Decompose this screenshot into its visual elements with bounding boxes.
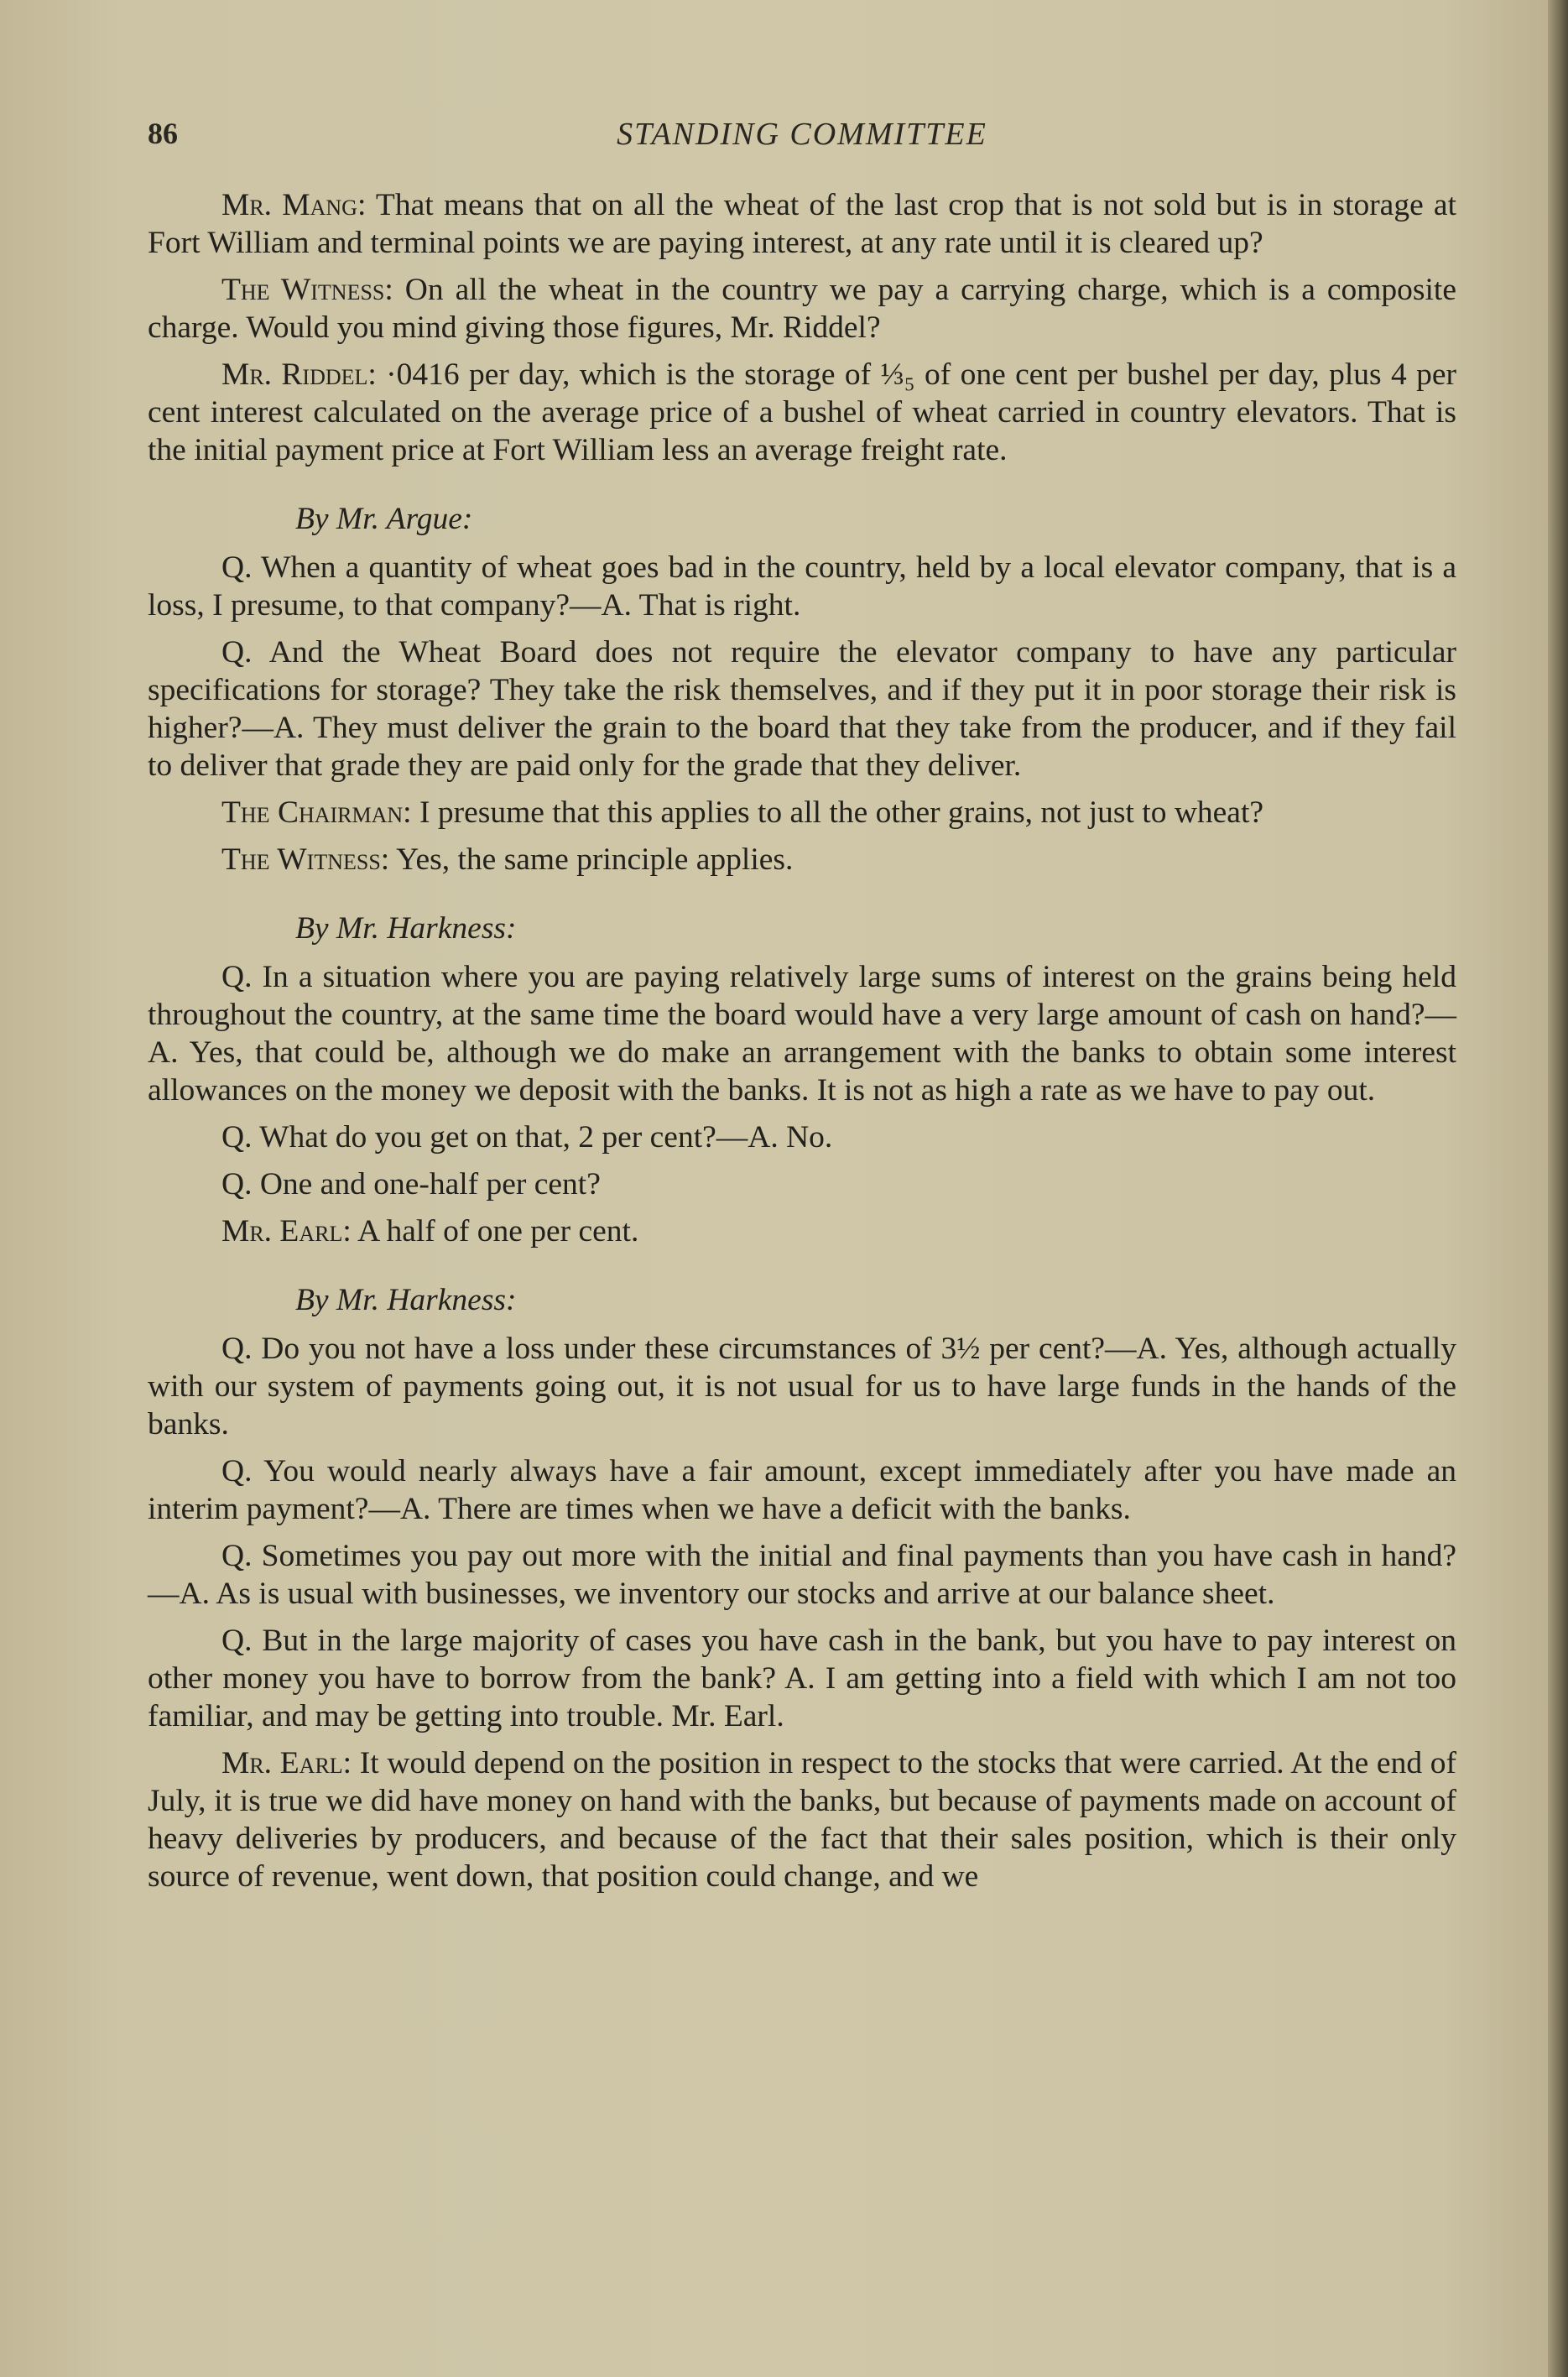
speaker-label: The Chairman: <box>221 795 412 830</box>
paragraph <box>148 186 1456 262</box>
paragraph: Q. You would nearly always have a fair amount, except immediately after you have made an interim payment?—A. There are times when we have a deficit with the banks. <box>148 1454 1456 1526</box>
paragraph-text: That means that on all the wheat of the last crop that is not sold but is in storage at Fort William and terminal points we are paying interest, at any rate until it is cleared up? <box>148 188 1456 260</box>
paragraph <box>148 841 1456 878</box>
paragraph-text: I presume that this applies to all the other grains, not just to wheat? <box>411 795 1264 830</box>
section-heading: By Mr. Harkness: <box>295 911 517 946</box>
body-text <box>148 186 1456 1905</box>
paragraph: Q. What do you get on that, 2 per cent?—A. No. <box>221 1120 833 1155</box>
paragraph: Q. In a situation where you are paying relatively large sums of interest on the grains being held throughout the country, at the same time the board would have a very large amount of cash on hand?—A. Yes, that could be, although we do make an arrangement with the banks to obtain some interest allowances on the money we deposit with the banks. It is not as high a rate as we have to pay out. <box>148 960 1456 1108</box>
paragraph <box>148 356 1456 469</box>
speaker-label: Mr. Earl: <box>221 1746 352 1780</box>
paragraph: Q. One and one-half per cent? <box>221 1167 601 1202</box>
paragraph: Q. Sometimes you pay out more with the initial and final payments than you have cash in hand?—A. As is usual with businesses, we inventory our stocks and arrive at our balance sheet. <box>148 1539 1456 1611</box>
paragraph <box>148 271 1456 347</box>
paragraph-text: ·0416 per day, which is the storage of ⅓₅ of one cent per bushel per day, plus 4 per cent interest calculated on the average price of a bushel of wheat carried in country elevators. That is the initial payment price at Fort William less an average freight rate. <box>148 357 1456 467</box>
speaker-label: The Witness: <box>221 273 393 307</box>
paragraph-text: Yes, the same principle applies. <box>389 842 794 877</box>
section-heading: By Mr. Argue: <box>295 502 473 536</box>
speaker-label: The Witness: <box>221 842 390 877</box>
page-number: 86 <box>148 117 178 150</box>
paragraph <box>148 1212 1456 1250</box>
paragraph: Q. And the Wheat Board does not require the elevator company to have any particular specifications for storage? They take the risk themselves, and if they put it in poor storage their risk is higher?—A. They must deliver the grain to the board that they take from the producer, and if they fail to deliver that grade they are paid only for the grade that they deliver. <box>148 635 1456 783</box>
paragraph: Q. Do you not have a loss under these circumstances of 3½ per cent?—A. Yes, although actually with our system of payments going out, it is not usual for us to have large funds in the hands of the banks. <box>148 1332 1456 1441</box>
section-heading: By Mr. Harkness: <box>295 1283 517 1317</box>
page-edge-shadow <box>1548 0 1568 2377</box>
paragraph: Q. When a quantity of wheat goes bad in the country, held by a local elevator company, that is a loss, I presume, to that company?—A. That is right. <box>148 550 1456 623</box>
paragraph: Q. But in the large majority of cases you have cash in the bank, but you have to pay interest on other money you have to borrow from the bank? A. I am getting into a field with which I am not too familiar, and may be getting into trouble. Mr. Earl. <box>148 1624 1456 1733</box>
running-head: STANDING COMMITTEE <box>617 117 987 152</box>
speaker-label: Mr. Earl: <box>221 1214 352 1248</box>
speaker-label: Mr. Riddel: <box>221 357 377 392</box>
paragraph-text: On all the wheat in the country we pay a carrying charge, which is a composite charge. Would you mind giving those figures, Mr. Riddel? <box>148 273 1456 345</box>
page-header <box>148 116 1456 158</box>
speaker-label: Mr. Mang: <box>221 188 367 222</box>
paragraph-text: A half of one per cent. <box>351 1214 639 1248</box>
paragraph <box>148 1744 1456 1895</box>
paragraph-text: It would depend on the position in respect to the stocks that were carried. At the end of July, it is true we did have money on hand with the banks, but because of payments made on account of heavy deliveries by producers, and because of the fact that their sales position, which is their only source of revenue, went down, that position could change, and we <box>148 1746 1457 1894</box>
paragraph <box>148 794 1456 831</box>
